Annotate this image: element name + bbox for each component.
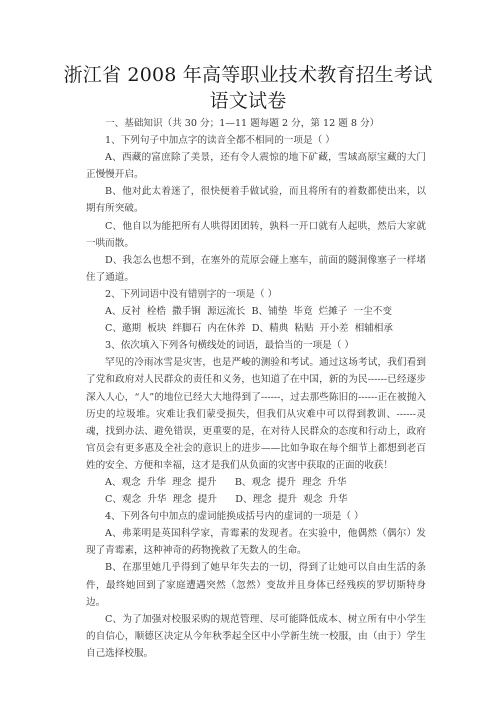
question-1-option-d: D、我怎么也想不到，在塞外的荒原会碰上塞车，前面的隧洞像塞子一样堵住了通道。 — [86, 254, 426, 283]
question-1-option-c: C、他自以为能把所有人哄得团团转，孰料一开口就有人起哄，然后大家就一哄而散。 — [86, 220, 426, 249]
question-4-stem: 4、下列各句中加点的虚词能换成括号内的虚词的一项是（ ） — [105, 511, 364, 523]
section-header: 一、基础知识（共 30 分；1—11 题每题 2 分，第 12 题 8 分） — [105, 118, 380, 129]
question-4-option-a: A、弗莱明是英国科学家，青霉素的发现者。在实验中，他偶然（偶尔）发现了青霉素，这种神奇的药物挽救了无数人的生命。 — [86, 528, 426, 557]
question-2-options-ab: A、反衬 栓梏 撒手锏 源远流长 B、铺垫 毕竟 烂摊子 一尘不变 — [105, 306, 392, 318]
question-4-option-b: B、在那里她几乎得到了她早年失去的一切，得到了让她可以自由生活的条件，最终她回到了家庭遭遇突然（忽然）变故并且身体已经残疾的罗切斯特身边。 — [86, 562, 426, 608]
exam-body — [86, 115, 426, 662]
question-3-stem: 3、依次填入下列各句横线处的词语，最恰当的一项是（ ） — [105, 340, 354, 352]
question-4-option-c: C、为了加强对校服采购的规范管理、尽可能降低成本、树立所有中小学生的自信心，顺德区决定从今年秋季起全区中小学新生统一校服，由（由于）学生自己选择校服。 — [86, 613, 426, 659]
exam-subtitle: 语文试卷 — [209, 90, 287, 112]
question-2-stem: 2、下列词语中没有错别字的一项是（ ） — [105, 288, 278, 300]
question-1-option-a: A、西藏的富庶除了美景，还有令人震惊的地下矿藏，雪域高原宝藏的大门正慢慢开启。 — [86, 152, 426, 181]
question-2-options-cd: C、邀期 板块 绊脚石 内在休养 D、精典 粘贴 开小差 相辅相承 — [105, 323, 393, 335]
question-3-options-cd: C、观念 升华 理念 提升 D、理念 提升 观念 升华 — [105, 494, 348, 506]
question-3-options-ab: A、观念 升华 理念 提升 B、观念 提升 理念 升华 — [105, 476, 347, 488]
question-3-passage: 罕见的冷雨冰雪是灾害，也是严峻的测验和考试。通过这场考试，我们看到了党和政府对人民群众的责任和义务，也知道了在中国，新的为民------已经逐步深入人心，“人”的地位已经大大地得到了------，过去那些陈旧的------正在被抛入历史的垃圾堆。灾难让我们蒙受损失，但我们从灾难中可以得到教训、------灵魂，找到办法、避免错误，更重要的是，在对待人民群众的态度和行动上，政府官员会有更多惠及全社会的意识上的进步——比如争取在每个细节上都想到老百姓的安全、方便和幸福，这才是我们从负面的灾害中获取的正面的收获！ — [86, 357, 426, 471]
exam-title: 浙江省 2008 年高等职业技术教育招生考试 — [63, 64, 433, 86]
question-1-stem: 1、下列句子中加点字的读音全都不相同的一项是（ ） — [105, 135, 335, 147]
question-1-option-b: B、他对此太着迷了，很快便着手做试验，而且将所有的着数都使出来，以期有所突破。 — [86, 186, 426, 215]
